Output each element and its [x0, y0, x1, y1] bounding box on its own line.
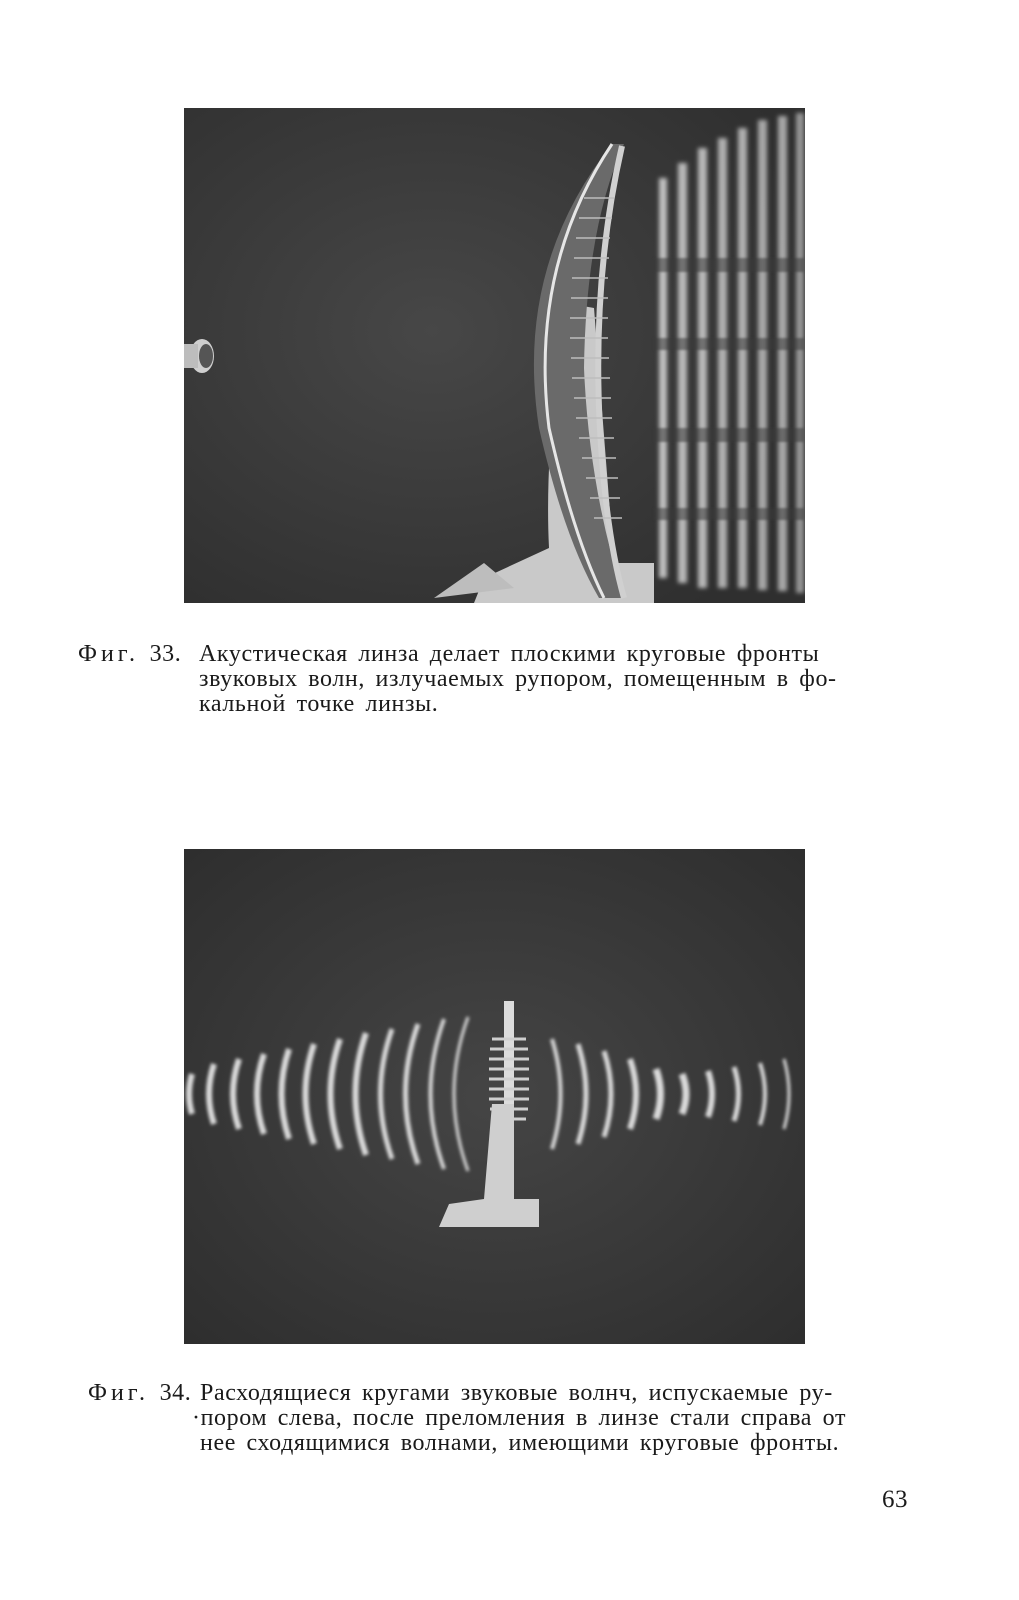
converging-waves-image	[184, 849, 805, 1344]
page-number: 63	[882, 1486, 908, 1513]
caption-line: ·пором слева, после преломления в линзе стали справа от	[192, 1405, 847, 1431]
caption-line: Акустическая линза делает плоскими круговые фронты	[199, 641, 820, 667]
horn-emitter	[184, 339, 214, 373]
acoustic-lens-plane-waves-image	[184, 108, 805, 603]
caption-line: нее сходящимися волнами, имеющими круговые фронты.	[200, 1430, 840, 1456]
figure-34-photo	[184, 849, 805, 1344]
figure-33-photo	[184, 108, 805, 603]
figure-33-caption	[78, 642, 938, 722]
figure-33-label: Фиг. 33.	[78, 641, 182, 667]
caption-line: Расходящиеся кругами звуковые волнч, испускаемые ру-	[200, 1380, 833, 1406]
dark-background	[184, 108, 805, 603]
figure-34-label: Фиг. 34.	[88, 1380, 192, 1406]
figure-34-caption	[88, 1381, 948, 1461]
caption-line: звуковых волн, излучаемых рупором, помещенным в фо-	[199, 666, 837, 692]
caption-line: кальной точке линзы.	[199, 691, 439, 717]
